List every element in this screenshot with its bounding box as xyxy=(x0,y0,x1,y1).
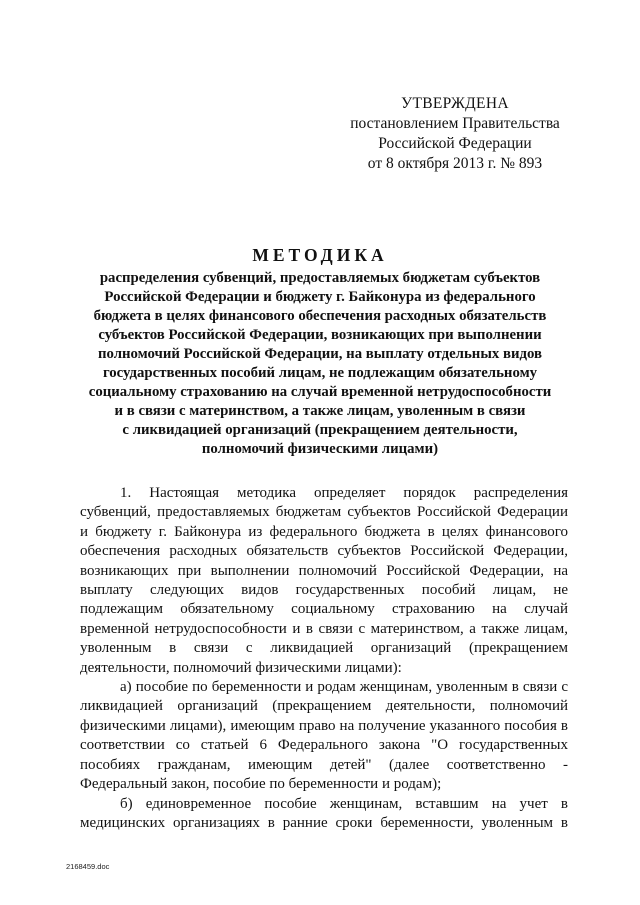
subtitle-line: социальному страхованию на случай временной нетрудоспособности xyxy=(88,384,552,400)
approval-line: Российской Федерации xyxy=(378,135,532,152)
paragraph-line: подлежащим обязательному социальному страхованию на случай xyxy=(80,601,568,618)
paragraph-line: 1. Настоящая методика определяет порядок распределения xyxy=(120,485,568,501)
item-line: Федеральный закон, пособие по беременности и родам); xyxy=(80,775,442,792)
item-line: медицинских организациях в ранние сроки беременности, уволенным в xyxy=(80,815,568,832)
item-line: ликвидацией организаций (прекращением деятельности, полномочий xyxy=(80,698,568,715)
paragraph-1 xyxy=(80,484,568,678)
approval-block xyxy=(330,94,580,174)
subtitle-line: полномочий Российской Федерации, на выплату отдельных видов xyxy=(97,346,542,362)
paragraph-line: обеспечения расходных обязательств субъектов Российской Федерации, xyxy=(80,543,568,560)
file-name-footer: 2168459.doc xyxy=(66,862,110,871)
item-line: соответствии со статьей 6 Федерального закона "О государственных xyxy=(80,737,568,754)
subtitle-line: бюджета в целях финансового обеспечения расходных обязательств xyxy=(93,308,547,324)
item-line: пособиях гражданам, имеющим детей" (далее соответственно - xyxy=(80,756,568,773)
item-line: физическими лицами), имеющим право на получение указанного пособия в xyxy=(80,717,568,734)
subtitle-line: с ликвидацией организаций (прекращением деятельности, xyxy=(122,422,518,438)
approval-line: постановлением Правительства xyxy=(350,115,560,132)
paragraph-line: деятельности, полномочий физическими лицами): xyxy=(80,659,402,676)
item-b xyxy=(80,795,568,834)
item-line: б) единовременное пособие женщинам, вставшим на учет в xyxy=(120,796,568,812)
subtitle-line: полномочий физическими лицами) xyxy=(201,441,439,457)
item-a xyxy=(80,678,568,794)
document-title: МЕТОДИКА xyxy=(252,245,388,265)
item-line: а) пособие по беременности и родам женщинам, уволенным в связи с xyxy=(120,679,568,695)
paragraph-line: возникающих при выполнении полномочий Российской Федерации, на xyxy=(80,562,568,579)
subtitle-line: Российской Федерации и бюджету г. Байконура из федерального xyxy=(104,289,536,305)
paragraph-line: выплату следующих видов государственных пособий лицам, не xyxy=(80,581,568,598)
paragraph-line: и бюджету г. Байконура из федерального бюджета в целях финансового xyxy=(80,523,568,540)
subtitle-line: и в связи с материнством, а также лицам, уволенным в связи xyxy=(114,403,526,419)
paragraph-line: уволенным в связи с ликвидацией организаций (прекращением xyxy=(80,640,568,657)
approval-heading: УТВЕРЖДЕНА xyxy=(401,95,509,112)
approval-date-number: от 8 октября 2013 г. № 893 xyxy=(367,155,543,172)
paragraph-line: временной нетрудоспособности и в связи с материнством, а также лицам, xyxy=(80,620,568,637)
document-subtitle xyxy=(60,269,580,459)
subtitle-line: государственных пособий лицам, не подлежащим обязательному xyxy=(102,365,538,381)
subtitle-line: субъектов Российской Федерации, возникающих при выполнении xyxy=(98,327,542,343)
paragraph-line: субвенций, предоставляемых бюджетам субъектов Российской Федерации xyxy=(80,504,568,521)
subtitle-line: распределения субвенций, предоставляемых бюджетам субъектов xyxy=(99,270,541,286)
